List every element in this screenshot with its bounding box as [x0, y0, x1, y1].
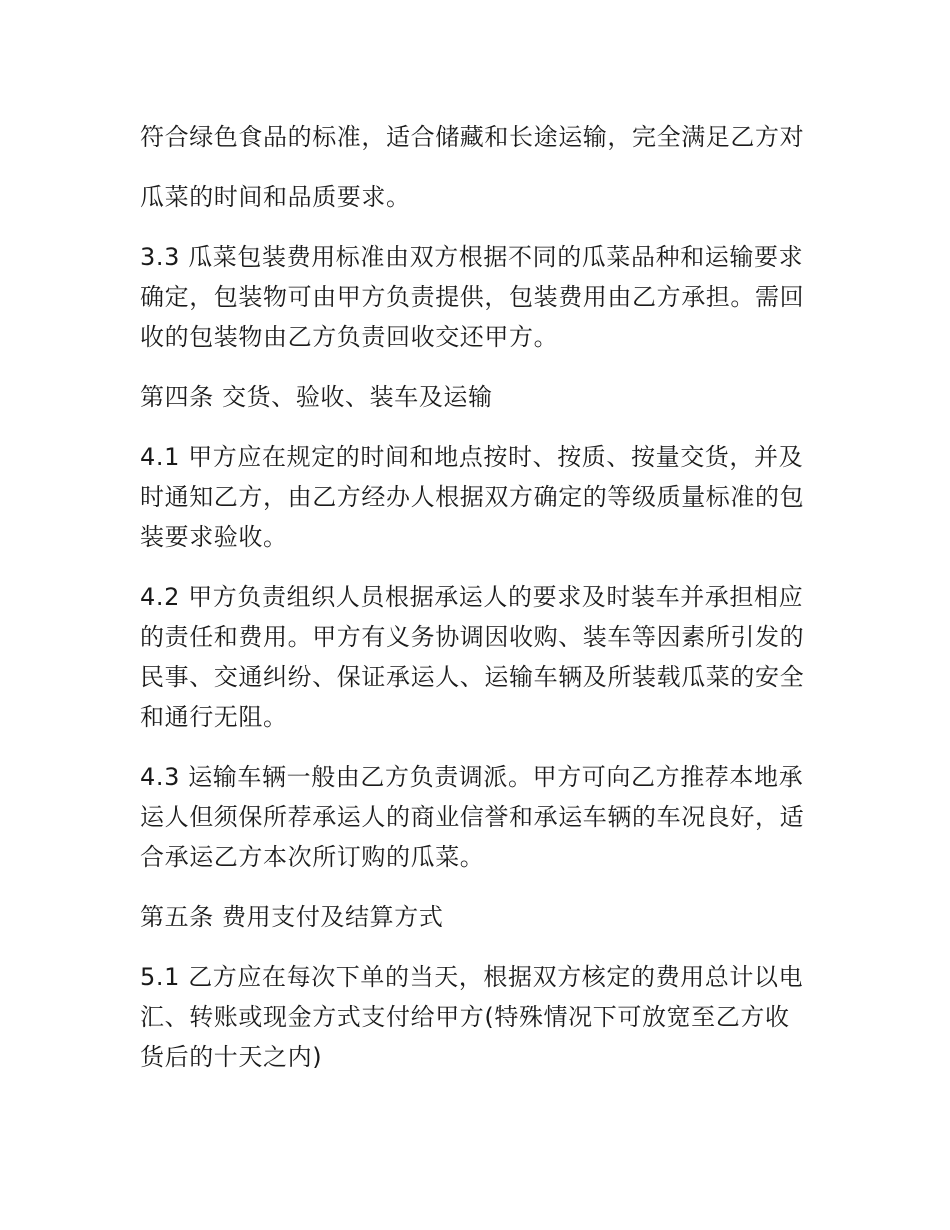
article-4-heading: 第四条 交货、验收、装车及运输 — [140, 383, 493, 411]
clause-4-2-loading: 4.2 甲方负责组织人员根据承运人的要求及时装车并承担相应的责任和费用。甲方有义务协调因收购、装车等因素所引发的民事、交通纠纷、保证承运人、运输车辆及所装载瓜菜的安全和通行无阻。 — [140, 583, 805, 731]
paragraph-quality-requirement: 瓜菜的时间和品质要求。 — [140, 183, 411, 211]
clause-4-1-delivery: 4.1 甲方应在规定的时间和地点按时、按质、按量交货，并及时通知乙方，由乙方经办人根据双方确定的等级质量标准的包装要求验收。 — [140, 443, 805, 551]
paragraph-green-food-standard: 符合绿色食品的标准，适合储藏和长途运输，完全满足乙方对 — [140, 123, 805, 151]
clause-4-3-transport: 4.3 运输车辆一般由乙方负责调派。甲方可向乙方推荐本地承运人但须保所荐承运人的商业信誉和承运车辆的车况良好，适合承运乙方本次所订购的瓜菜。 — [140, 763, 805, 871]
document-body — [140, 117, 810, 1097]
clause-3-3-packaging: 3.3 瓜菜包装费用标准由双方根据不同的瓜菜品种和运输要求确定，包装物可由甲方负责提供，包装费用由乙方承担。需回收的包装物由乙方负责回收交还甲方。 — [140, 243, 805, 351]
article-5-heading: 第五条 费用支付及结算方式 — [140, 903, 444, 931]
clause-5-1-payment: 5.1 乙方应在每次下单的当天，根据双方核定的费用总计以电汇、转账或现金方式支付给甲方(特殊情况下可放宽至乙方收货后的十天之内) — [140, 963, 804, 1071]
